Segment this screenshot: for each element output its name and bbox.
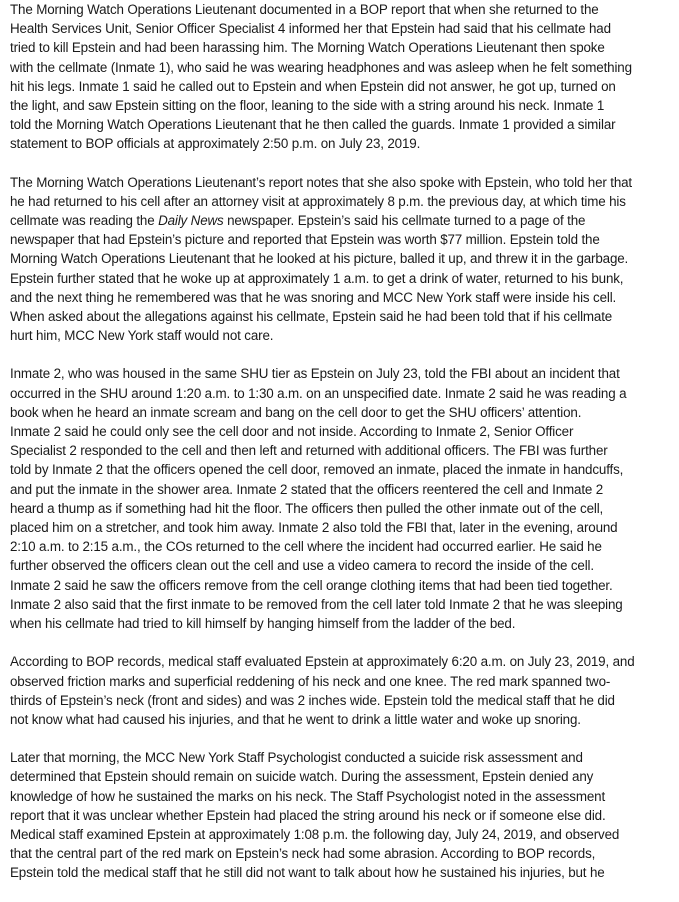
paragraph-2 bbox=[10, 173, 676, 346]
text-line: placed him on a stretcher, and took him away. Inmate 2 also told the FBI that, later in the evening, around bbox=[10, 520, 618, 536]
text-line: when his cellmate had tried to kill himself by hanging himself from the ladder of the bed. bbox=[10, 616, 516, 632]
text-line: Morning Watch Operations Lieutenant that he looked at his picture, balled it up, and threw it in the garbage. bbox=[10, 251, 629, 267]
text-line: cellmate was reading the Daily News newspaper. Epstein’s said his cellmate turned to a page of the bbox=[10, 213, 586, 229]
text-line: Inmate 2, who was housed in the same SHU tier as Epstein on July 23, told the FBI about an incident that bbox=[10, 366, 620, 382]
text-line: book when he heard an inmate scream and bang on the cell door to get the SHU officers’ attention. bbox=[10, 404, 582, 420]
text-line: When asked about the allegations against his cellmate, Epstein said he had been told that if his cellmate bbox=[10, 309, 613, 325]
text-line: told by Inmate 2 that the officers opened the cell door, removed an inmate, placed the inmate in handcuffs, bbox=[10, 462, 624, 478]
text-line: Inmate 2 said he saw the officers remove from the cell orange clothing items that had been tied together. bbox=[10, 577, 613, 593]
text-line: not know what had caused his injuries, and that he went to drink a little water and woke up snoring. bbox=[10, 711, 581, 727]
text-line: Inmate 2 also said that the first inmate to be removed from the cell later told Inmate 2 that he was sleeping bbox=[10, 596, 623, 612]
paragraph-4 bbox=[10, 652, 676, 729]
text-line: Specialist 2 responded to the cell and then left and returned with additional officers. The FBI was further bbox=[10, 443, 608, 459]
text-line: determined that Epstein should remain on suicide watch. During the assessment, Epstein denied any bbox=[10, 769, 594, 785]
text-line: The Morning Watch Operations Lieutenant’s report notes that she also spoke with Epstein, who told her that bbox=[10, 174, 633, 190]
document-page bbox=[10, 0, 676, 902]
text-line: The Morning Watch Operations Lieutenant documented in a BOP report that when she returned to the bbox=[10, 2, 599, 17]
text-line: hit his legs. Inmate 1 said he called out to Epstein and when Epstein did not answer, he got up, turned on bbox=[10, 78, 616, 94]
text-line: the light, and saw Epstein sitting on the floor, leaning to the side with a string around his neck. Inmate 1 bbox=[10, 98, 605, 114]
text-line: and put the inmate in the shower area. Inmate 2 stated that the officers reentered the cell and Inmate 2 bbox=[10, 481, 604, 497]
paragraph-5 bbox=[10, 748, 676, 882]
text-line: Epstein told the medical staff that he still did not want to talk about how he sustained his injuries, but he bbox=[10, 865, 605, 881]
text-line: heard a thump as if something had hit the floor. The officers then pulled the other inmate out of the cell, bbox=[10, 500, 604, 516]
text-line: thirds of Epstein’s neck (front and sides) and was 2 inches wide. Epstein told the medical staff that he did bbox=[10, 692, 615, 708]
text-line: further observed the officers clean out the cell and use a video camera to record the inside of the cell. bbox=[10, 558, 594, 574]
text-line: newspaper that had Epstein’s picture and reported that Epstein was worth $77 million. Epstein told the bbox=[10, 232, 600, 248]
text-line: tried to kill Epstein and had been harassing him. The Morning Watch Operations Lieutenant then spoke bbox=[10, 40, 605, 56]
text-line: knowledge of how he sustained the marks on his neck. The Staff Psychologist noted in the assessment bbox=[10, 788, 606, 804]
text-line: occurred in the SHU around 1:20 a.m. to 1:30 a.m. on an unspecified date. Inmate 2 said he was reading a bbox=[10, 385, 627, 401]
text-line: Health Services Unit, Senior Officer Specialist 4 informed her that Epstein had said that his cellmate had bbox=[10, 21, 611, 37]
text-line: report that it was unclear whether Epstein had placed the string around his neck or if someone else did. bbox=[10, 807, 606, 823]
text-line: with the cellmate (Inmate 1), who said he was wearing headphones and was asleep when he felt something bbox=[10, 59, 632, 75]
text-line: Inmate 2 said he could only see the cell door and not inside. According to Inmate 2, Senior Officer bbox=[10, 424, 574, 440]
text-line: observed friction marks and superficial reddening of his neck and one knee. The red mark spanned two- bbox=[10, 673, 611, 689]
text-line: Later that morning, the MCC New York Staff Psychologist conducted a suicide risk assessment and bbox=[10, 750, 583, 766]
text-line: Epstein further stated that he woke up at approximately 1 a.m. to get a drink of water, returned to his bunk, bbox=[10, 270, 624, 286]
text-line: and the next thing he remembered was that he was snoring and MCC New York staff were inside his cell. bbox=[10, 289, 617, 305]
italic-title: Daily News bbox=[158, 213, 224, 229]
text-line: Medical staff examined Epstein at approximately 1:08 p.m. the following day, July 24, 2019, and observed bbox=[10, 826, 620, 842]
text-line: statement to BOP officials at approximately 2:50 p.m. on July 23, 2019. bbox=[10, 136, 421, 152]
paragraph-1 bbox=[10, 0, 676, 154]
paragraph-3 bbox=[10, 364, 676, 633]
text-line: he had returned to his cell after an attorney visit at approximately 8 p.m. the previous day, at which time his bbox=[10, 193, 626, 209]
text-line: that the central part of the red mark on Epstein’s neck had some abrasion. According to BOP records, bbox=[10, 846, 596, 862]
text-line: told the Morning Watch Operations Lieutenant that he then called the guards. Inmate 1 provided a similar bbox=[10, 117, 616, 133]
text-line: According to BOP records, medical staff evaluated Epstein at approximately 6:20 a.m. on July 23, 2019, and bbox=[10, 654, 635, 670]
text-line: 2:10 a.m. to 2:15 a.m., the COs returned to the cell where the incident had occurred earlier. He said he bbox=[10, 539, 602, 555]
text-line: hurt him, MCC New York staff would not care. bbox=[10, 328, 274, 344]
